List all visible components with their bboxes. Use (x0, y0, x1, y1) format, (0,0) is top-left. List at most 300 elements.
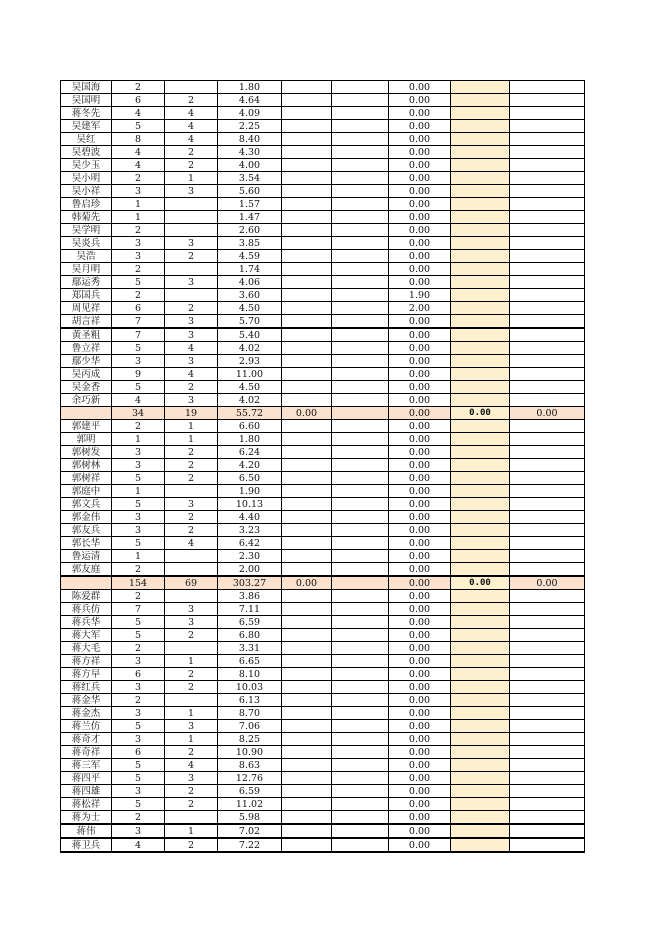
cell-col-6[interactable]: 0.00 (389, 720, 451, 733)
cell-col-4[interactable] (282, 368, 332, 381)
cell-col-4[interactable] (282, 733, 332, 746)
cell-col-5[interactable] (332, 524, 389, 537)
cell-col-4[interactable] (282, 720, 332, 733)
cell-col-7[interactable] (451, 616, 510, 629)
cell-col-2[interactable]: 2 (165, 746, 218, 759)
cell-col-1[interactable]: 5 (112, 629, 165, 642)
name-cell[interactable]: 蒋卫兵 (61, 838, 112, 852)
cell-col-6[interactable]: 0.00 (389, 694, 451, 707)
cell-col-1[interactable]: 2 (112, 81, 165, 94)
name-cell[interactable]: 蒋冬先 (61, 107, 112, 120)
cell-col-4[interactable] (282, 276, 332, 289)
cell-col-4[interactable] (282, 420, 332, 433)
cell-col-6[interactable]: 0.00 (389, 563, 451, 577)
cell-col-2[interactable]: 4 (165, 133, 218, 146)
cell-col-1[interactable]: 3 (112, 459, 165, 472)
cell-col-2[interactable]: 3 (165, 328, 218, 342)
cell-col-8[interactable] (510, 433, 585, 446)
cell-col-8[interactable] (510, 198, 585, 211)
cell-col-3[interactable]: 5.60 (218, 185, 282, 198)
cell-col-6[interactable]: 0.00 (389, 629, 451, 642)
cell-col-6[interactable]: 0.00 (389, 446, 451, 459)
cell-col-5[interactable] (332, 785, 389, 798)
cell-col-5[interactable] (332, 302, 389, 315)
cell-col-6[interactable]: 0.00 (389, 537, 451, 550)
cell-col-4[interactable] (282, 485, 332, 498)
cell-col-5[interactable] (332, 485, 389, 498)
cell-col-1[interactable]: 1 (112, 433, 165, 446)
cell-col-1[interactable]: 3 (112, 185, 165, 198)
cell-col-7[interactable] (451, 459, 510, 472)
cell-col-2[interactable] (165, 81, 218, 94)
cell-col-4[interactable] (282, 107, 332, 120)
cell-col-6[interactable]: 0.00 (389, 107, 451, 120)
cell-col-5[interactable] (332, 759, 389, 772)
cell-col-6[interactable]: 0.00 (389, 185, 451, 198)
cell-col-4[interactable] (282, 472, 332, 485)
cell-col-4[interactable] (282, 146, 332, 159)
cell-col-4[interactable] (282, 250, 332, 263)
name-cell[interactable]: 胡言祥 (61, 315, 112, 329)
cell-col-2[interactable] (165, 811, 218, 825)
name-cell[interactable]: 鲁启珍 (61, 198, 112, 211)
cell-col-3[interactable]: 10.03 (218, 681, 282, 694)
name-cell[interactable]: 蒋松祥 (61, 798, 112, 811)
cell-col-2[interactable]: 3 (165, 237, 218, 250)
cell-col-1[interactable]: 5 (112, 498, 165, 511)
cell-col-5[interactable] (332, 289, 389, 302)
cell-col-1[interactable]: 1 (112, 550, 165, 563)
cell-col-1[interactable]: 7 (112, 603, 165, 616)
cell-col-3[interactable]: 7.22 (218, 838, 282, 852)
cell-col-8[interactable] (510, 159, 585, 172)
cell-col-7[interactable] (451, 342, 510, 355)
cell-col-2[interactable] (165, 694, 218, 707)
cell-col-6[interactable]: 0.00 (389, 120, 451, 133)
name-cell[interactable]: 蒋四雄 (61, 785, 112, 798)
cell-col-4[interactable] (282, 811, 332, 825)
cell-col-5[interactable] (332, 576, 389, 590)
cell-col-6[interactable]: 0.00 (389, 772, 451, 785)
cell-col-2[interactable] (165, 563, 218, 577)
cell-col-8[interactable] (510, 133, 585, 146)
cell-col-3[interactable]: 5.98 (218, 811, 282, 825)
cell-col-5[interactable] (332, 120, 389, 133)
cell-col-7[interactable] (451, 603, 510, 616)
cell-col-6[interactable]: 0.00 (389, 472, 451, 485)
cell-col-3[interactable]: 3.31 (218, 642, 282, 655)
cell-col-8[interactable] (510, 511, 585, 524)
name-cell[interactable]: 吴国海 (61, 81, 112, 94)
cell-col-1[interactable]: 3 (112, 733, 165, 746)
cell-col-6[interactable]: 0.00 (389, 733, 451, 746)
cell-col-7[interactable] (451, 720, 510, 733)
cell-col-8[interactable] (510, 537, 585, 550)
cell-col-7[interactable] (451, 302, 510, 315)
cell-col-8[interactable] (510, 590, 585, 603)
cell-col-4[interactable] (282, 694, 332, 707)
cell-col-8[interactable] (510, 811, 585, 825)
name-cell[interactable]: 蒋奇才 (61, 733, 112, 746)
cell-col-1[interactable]: 3 (112, 355, 165, 368)
cell-col-3[interactable]: 8.63 (218, 759, 282, 772)
name-cell[interactable]: 吴建军 (61, 120, 112, 133)
cell-col-1[interactable]: 3 (112, 824, 165, 838)
cell-col-4[interactable] (282, 798, 332, 811)
cell-col-5[interactable] (332, 355, 389, 368)
cell-col-6[interactable]: 0.00 (389, 746, 451, 759)
cell-col-6[interactable]: 1.90 (389, 289, 451, 302)
cell-col-6[interactable]: 0.00 (389, 407, 451, 420)
name-cell[interactable]: 郭金伟 (61, 511, 112, 524)
cell-col-2[interactable]: 4 (165, 759, 218, 772)
name-cell[interactable]: 郭明 (61, 433, 112, 446)
cell-col-1[interactable]: 2 (112, 263, 165, 276)
cell-col-3[interactable]: 2.93 (218, 355, 282, 368)
cell-col-8[interactable] (510, 668, 585, 681)
cell-col-1[interactable]: 2 (112, 590, 165, 603)
cell-col-1[interactable]: 3 (112, 237, 165, 250)
cell-col-2[interactable] (165, 211, 218, 224)
name-cell[interactable]: 蒋大军 (61, 629, 112, 642)
cell-col-3[interactable]: 4.30 (218, 146, 282, 159)
cell-col-3[interactable]: 8.70 (218, 707, 282, 720)
cell-col-1[interactable]: 5 (112, 342, 165, 355)
cell-col-8[interactable] (510, 798, 585, 811)
cell-col-2[interactable]: 1 (165, 420, 218, 433)
cell-col-3[interactable]: 1.90 (218, 485, 282, 498)
cell-col-5[interactable] (332, 381, 389, 394)
cell-col-8[interactable] (510, 472, 585, 485)
cell-col-5[interactable] (332, 498, 389, 511)
name-cell[interactable]: 吴红 (61, 133, 112, 146)
cell-col-2[interactable]: 3 (165, 276, 218, 289)
cell-col-5[interactable] (332, 133, 389, 146)
cell-col-6[interactable]: 0.00 (389, 368, 451, 381)
cell-col-2[interactable]: 1 (165, 733, 218, 746)
name-cell[interactable]: 蒋金华 (61, 694, 112, 707)
cell-col-3[interactable]: 6.80 (218, 629, 282, 642)
cell-col-4[interactable] (282, 342, 332, 355)
cell-col-5[interactable] (332, 159, 389, 172)
cell-col-3[interactable]: 4.50 (218, 302, 282, 315)
name-cell[interactable]: 蒋大毛 (61, 642, 112, 655)
cell-col-1[interactable]: 5 (112, 381, 165, 394)
cell-col-4[interactable] (282, 237, 332, 250)
cell-col-6[interactable]: 0.00 (389, 133, 451, 146)
cell-col-6[interactable]: 0.00 (389, 590, 451, 603)
name-cell[interactable]: 鲁立祥 (61, 342, 112, 355)
cell-col-7[interactable] (451, 681, 510, 694)
cell-col-4[interactable] (282, 394, 332, 407)
cell-col-4[interactable] (282, 289, 332, 302)
cell-col-3[interactable]: 4.40 (218, 511, 282, 524)
name-cell[interactable]: 郭长华 (61, 537, 112, 550)
cell-col-5[interactable] (332, 185, 389, 198)
cell-col-5[interactable] (332, 446, 389, 459)
cell-col-3[interactable]: 6.13 (218, 694, 282, 707)
cell-col-5[interactable] (332, 590, 389, 603)
cell-col-6[interactable]: 0.00 (389, 524, 451, 537)
cell-col-3[interactable]: 5.40 (218, 328, 282, 342)
cell-col-2[interactable] (165, 550, 218, 563)
name-cell[interactable]: 周见祥 (61, 302, 112, 315)
name-cell[interactable]: 余巧新 (61, 394, 112, 407)
cell-col-2[interactable]: 2 (165, 785, 218, 798)
cell-col-3[interactable]: 4.64 (218, 94, 282, 107)
cell-col-7[interactable] (451, 159, 510, 172)
cell-col-8[interactable] (510, 642, 585, 655)
cell-col-7[interactable] (451, 759, 510, 772)
cell-col-8[interactable] (510, 524, 585, 537)
name-cell[interactable]: 蒋方祥 (61, 655, 112, 668)
cell-col-2[interactable]: 2 (165, 629, 218, 642)
cell-col-2[interactable]: 3 (165, 498, 218, 511)
cell-col-1[interactable]: 6 (112, 302, 165, 315)
cell-col-6[interactable]: 0.00 (389, 838, 451, 852)
cell-col-8[interactable] (510, 707, 585, 720)
cell-col-6[interactable]: 0.00 (389, 263, 451, 276)
cell-col-6[interactable]: 0.00 (389, 328, 451, 342)
cell-col-6[interactable]: 0.00 (389, 459, 451, 472)
cell-col-6[interactable]: 0.00 (389, 211, 451, 224)
cell-col-5[interactable] (332, 342, 389, 355)
cell-col-5[interactable] (332, 720, 389, 733)
cell-col-5[interactable] (332, 250, 389, 263)
cell-col-8[interactable] (510, 485, 585, 498)
cell-col-4[interactable] (282, 655, 332, 668)
cell-col-2[interactable]: 19 (165, 407, 218, 420)
cell-col-6[interactable]: 0.00 (389, 224, 451, 237)
cell-col-3[interactable]: 4.06 (218, 276, 282, 289)
cell-col-8[interactable] (510, 420, 585, 433)
cell-col-8[interactable] (510, 616, 585, 629)
cell-col-7[interactable] (451, 289, 510, 302)
cell-col-7[interactable] (451, 838, 510, 852)
cell-col-4[interactable] (282, 629, 332, 642)
cell-col-8[interactable] (510, 120, 585, 133)
cell-col-3[interactable]: 10.13 (218, 498, 282, 511)
cell-col-7[interactable] (451, 433, 510, 446)
cell-col-8[interactable]: 0.00 (510, 407, 585, 420)
cell-col-2[interactable]: 4 (165, 368, 218, 381)
cell-col-5[interactable] (332, 811, 389, 825)
cell-col-7[interactable] (451, 94, 510, 107)
cell-col-5[interactable] (332, 94, 389, 107)
name-cell[interactable]: 吴金香 (61, 381, 112, 394)
cell-col-5[interactable] (332, 629, 389, 642)
cell-col-8[interactable] (510, 224, 585, 237)
cell-col-1[interactable]: 5 (112, 537, 165, 550)
cell-col-8[interactable] (510, 746, 585, 759)
cell-col-4[interactable]: 0.00 (282, 576, 332, 590)
cell-col-8[interactable] (510, 146, 585, 159)
cell-col-8[interactable] (510, 759, 585, 772)
cell-col-3[interactable]: 2.25 (218, 120, 282, 133)
cell-col-2[interactable] (165, 198, 218, 211)
cell-col-7[interactable] (451, 198, 510, 211)
cell-col-3[interactable]: 8.25 (218, 733, 282, 746)
cell-col-7[interactable] (451, 315, 510, 329)
cell-col-7[interactable] (451, 355, 510, 368)
cell-col-3[interactable]: 11.00 (218, 368, 282, 381)
cell-col-5[interactable] (332, 655, 389, 668)
cell-col-5[interactable] (332, 172, 389, 185)
cell-col-8[interactable] (510, 289, 585, 302)
cell-col-4[interactable] (282, 563, 332, 577)
name-cell[interactable]: 蒋四平 (61, 772, 112, 785)
cell-col-7[interactable] (451, 772, 510, 785)
cell-col-7[interactable] (451, 250, 510, 263)
cell-col-3[interactable]: 2.30 (218, 550, 282, 563)
name-cell[interactable]: 郭建平 (61, 420, 112, 433)
cell-col-7[interactable] (451, 211, 510, 224)
cell-col-3[interactable]: 12.76 (218, 772, 282, 785)
cell-col-2[interactable]: 2 (165, 302, 218, 315)
cell-col-4[interactable] (282, 511, 332, 524)
cell-col-3[interactable]: 3.23 (218, 524, 282, 537)
cell-col-1[interactable]: 2 (112, 811, 165, 825)
cell-col-5[interactable] (332, 237, 389, 250)
cell-col-3[interactable]: 6.59 (218, 616, 282, 629)
cell-col-6[interactable]: 0.00 (389, 355, 451, 368)
cell-col-7[interactable] (451, 785, 510, 798)
name-cell[interactable]: 鄢少华 (61, 355, 112, 368)
cell-col-8[interactable] (510, 368, 585, 381)
cell-col-2[interactable]: 2 (165, 511, 218, 524)
cell-col-4[interactable] (282, 824, 332, 838)
cell-col-4[interactable] (282, 120, 332, 133)
cell-col-5[interactable] (332, 198, 389, 211)
cell-col-4[interactable] (282, 746, 332, 759)
cell-col-1[interactable]: 1 (112, 485, 165, 498)
cell-col-6[interactable]: 0.00 (389, 576, 451, 590)
cell-col-8[interactable] (510, 629, 585, 642)
cell-col-2[interactable]: 3 (165, 315, 218, 329)
cell-col-4[interactable] (282, 81, 332, 94)
name-cell[interactable]: 陈爱群 (61, 590, 112, 603)
cell-col-1[interactable]: 5 (112, 276, 165, 289)
cell-col-1[interactable]: 4 (112, 107, 165, 120)
cell-col-3[interactable]: 2.60 (218, 224, 282, 237)
cell-col-4[interactable] (282, 590, 332, 603)
cell-col-8[interactable] (510, 342, 585, 355)
cell-col-5[interactable] (332, 81, 389, 94)
cell-col-7[interactable] (451, 107, 510, 120)
cell-col-8[interactable] (510, 250, 585, 263)
cell-col-7[interactable] (451, 590, 510, 603)
cell-col-2[interactable]: 69 (165, 576, 218, 590)
cell-col-6[interactable]: 0.00 (389, 381, 451, 394)
cell-col-2[interactable]: 2 (165, 94, 218, 107)
cell-col-4[interactable] (282, 524, 332, 537)
cell-col-1[interactable]: 3 (112, 785, 165, 798)
cell-col-6[interactable]: 0.00 (389, 655, 451, 668)
cell-col-2[interactable]: 4 (165, 107, 218, 120)
cell-col-3[interactable]: 1.47 (218, 211, 282, 224)
cell-col-3[interactable]: 4.09 (218, 107, 282, 120)
cell-col-1[interactable]: 4 (112, 159, 165, 172)
cell-col-2[interactable]: 3 (165, 355, 218, 368)
name-cell[interactable]: 郑国兵 (61, 289, 112, 302)
cell-col-8[interactable] (510, 446, 585, 459)
cell-col-1[interactable]: 2 (112, 172, 165, 185)
cell-col-2[interactable]: 2 (165, 681, 218, 694)
cell-col-1[interactable]: 4 (112, 146, 165, 159)
cell-col-6[interactable]: 0.00 (389, 616, 451, 629)
cell-col-5[interactable] (332, 433, 389, 446)
cell-col-4[interactable] (282, 172, 332, 185)
cell-col-2[interactable]: 1 (165, 433, 218, 446)
cell-col-2[interactable]: 1 (165, 172, 218, 185)
cell-col-8[interactable] (510, 824, 585, 838)
cell-col-3[interactable]: 3.85 (218, 237, 282, 250)
cell-col-4[interactable] (282, 211, 332, 224)
cell-col-4[interactable]: 0.00 (282, 407, 332, 420)
name-cell[interactable]: 吴学明 (61, 224, 112, 237)
cell-col-2[interactable]: 2 (165, 250, 218, 263)
cell-col-1[interactable]: 2 (112, 420, 165, 433)
cell-col-2[interactable]: 3 (165, 772, 218, 785)
cell-col-2[interactable]: 3 (165, 185, 218, 198)
cell-col-6[interactable]: 0.00 (389, 276, 451, 289)
cell-col-8[interactable] (510, 185, 585, 198)
cell-col-4[interactable] (282, 707, 332, 720)
cell-col-5[interactable] (332, 772, 389, 785)
cell-col-1[interactable]: 5 (112, 759, 165, 772)
name-cell[interactable]: 吴国明 (61, 94, 112, 107)
cell-col-1[interactable]: 6 (112, 746, 165, 759)
cell-col-5[interactable] (332, 146, 389, 159)
cell-col-1[interactable]: 3 (112, 681, 165, 694)
cell-col-1[interactable]: 3 (112, 446, 165, 459)
cell-col-1[interactable]: 2 (112, 289, 165, 302)
cell-col-1[interactable]: 3 (112, 655, 165, 668)
cell-col-7[interactable] (451, 120, 510, 133)
cell-col-1[interactable]: 1 (112, 211, 165, 224)
cell-col-6[interactable]: 0.00 (389, 94, 451, 107)
cell-col-3[interactable]: 6.59 (218, 785, 282, 798)
cell-col-3[interactable]: 7.11 (218, 603, 282, 616)
cell-col-3[interactable]: 7.02 (218, 824, 282, 838)
cell-col-1[interactable]: 5 (112, 772, 165, 785)
cell-col-1[interactable]: 8 (112, 133, 165, 146)
cell-col-7[interactable] (451, 263, 510, 276)
cell-col-6[interactable]: 0.00 (389, 250, 451, 263)
cell-col-4[interactable] (282, 498, 332, 511)
cell-col-7[interactable] (451, 224, 510, 237)
cell-col-5[interactable] (332, 211, 389, 224)
cell-col-1[interactable]: 4 (112, 394, 165, 407)
cell-col-5[interactable] (332, 746, 389, 759)
cell-col-8[interactable] (510, 328, 585, 342)
cell-col-1[interactable]: 3 (112, 707, 165, 720)
cell-col-4[interactable] (282, 133, 332, 146)
cell-col-5[interactable] (332, 315, 389, 329)
name-cell[interactable] (61, 407, 112, 420)
cell-col-7[interactable] (451, 172, 510, 185)
name-cell[interactable]: 吴丙成 (61, 368, 112, 381)
name-cell[interactable]: 蒋金杰 (61, 707, 112, 720)
cell-col-1[interactable]: 2 (112, 642, 165, 655)
name-cell[interactable]: 蒋奇祥 (61, 746, 112, 759)
cell-col-1[interactable]: 3 (112, 250, 165, 263)
cell-col-8[interactable] (510, 355, 585, 368)
cell-col-6[interactable]: 0.00 (389, 420, 451, 433)
cell-col-3[interactable]: 6.42 (218, 537, 282, 550)
cell-col-3[interactable]: 4.59 (218, 250, 282, 263)
cell-col-7[interactable] (451, 472, 510, 485)
